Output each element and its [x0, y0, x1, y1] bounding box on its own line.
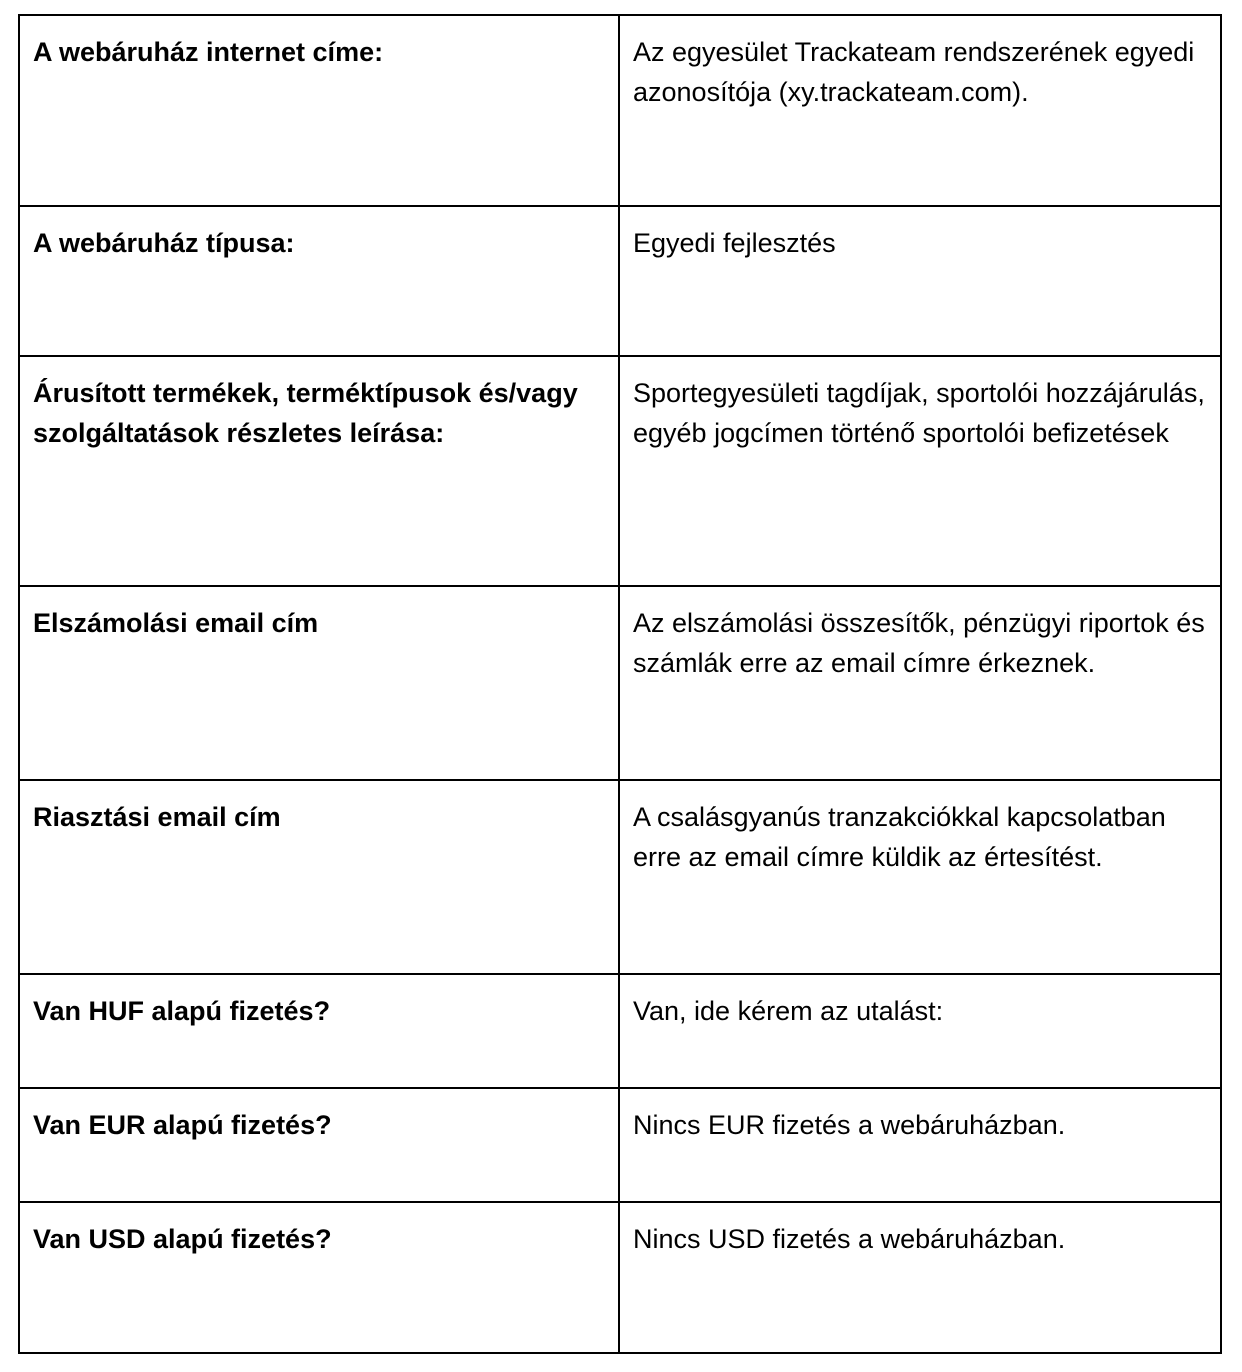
label-usd-payment: Van USD alapú fizetés?	[19, 1202, 619, 1353]
label-huf-payment: Van HUF alapú fizetés?	[19, 974, 619, 1088]
value-webshop-url: Az egyesület Trackateam rendszerének egyedi azonosítója (xy.trackateam.com).	[619, 15, 1221, 206]
label-alert-email: Riasztási email cím	[19, 780, 619, 974]
value-billing-email: Az elszámolási összesítők, pénzügyi riportok és számlák erre az email címre érkeznek.	[619, 586, 1221, 780]
label-eur-payment: Van EUR alapú fizetés?	[19, 1088, 619, 1202]
value-huf-payment: Van, ide kérem az utalást:	[619, 974, 1221, 1088]
value-eur-payment: Nincs EUR fizetés a webáruházban.	[619, 1088, 1221, 1202]
table-row-webshop-url	[19, 15, 1221, 206]
label-webshop-type: A webáruház típusa:	[19, 206, 619, 356]
value-products: Sportegyesületi tagdíjak, sportolói hozzájárulás, egyéb jogcímen történő sportolói befizetések	[619, 356, 1221, 586]
table-row-huf-payment	[19, 974, 1221, 1088]
label-webshop-url: A webáruház internet címe:	[19, 15, 619, 206]
table-row-alert-email	[19, 780, 1221, 974]
table-row-webshop-type	[19, 206, 1221, 356]
label-products: Árusított termékek, terméktípusok és/vagy szolgáltatások részletes leírása:	[19, 356, 619, 586]
value-usd-payment: Nincs USD fizetés a webáruházban.	[619, 1202, 1221, 1353]
webshop-info-table	[18, 14, 1222, 1354]
table-row-usd-payment	[19, 1202, 1221, 1353]
label-billing-email: Elszámolási email cím	[19, 586, 619, 780]
value-webshop-type: Egyedi fejlesztés	[619, 206, 1221, 356]
table-row-eur-payment	[19, 1088, 1221, 1202]
table-row-products	[19, 356, 1221, 586]
table-row-billing-email	[19, 586, 1221, 780]
value-alert-email: A csalásgyanús tranzakciókkal kapcsolatban erre az email címre küldik az értesítést.	[619, 780, 1221, 974]
